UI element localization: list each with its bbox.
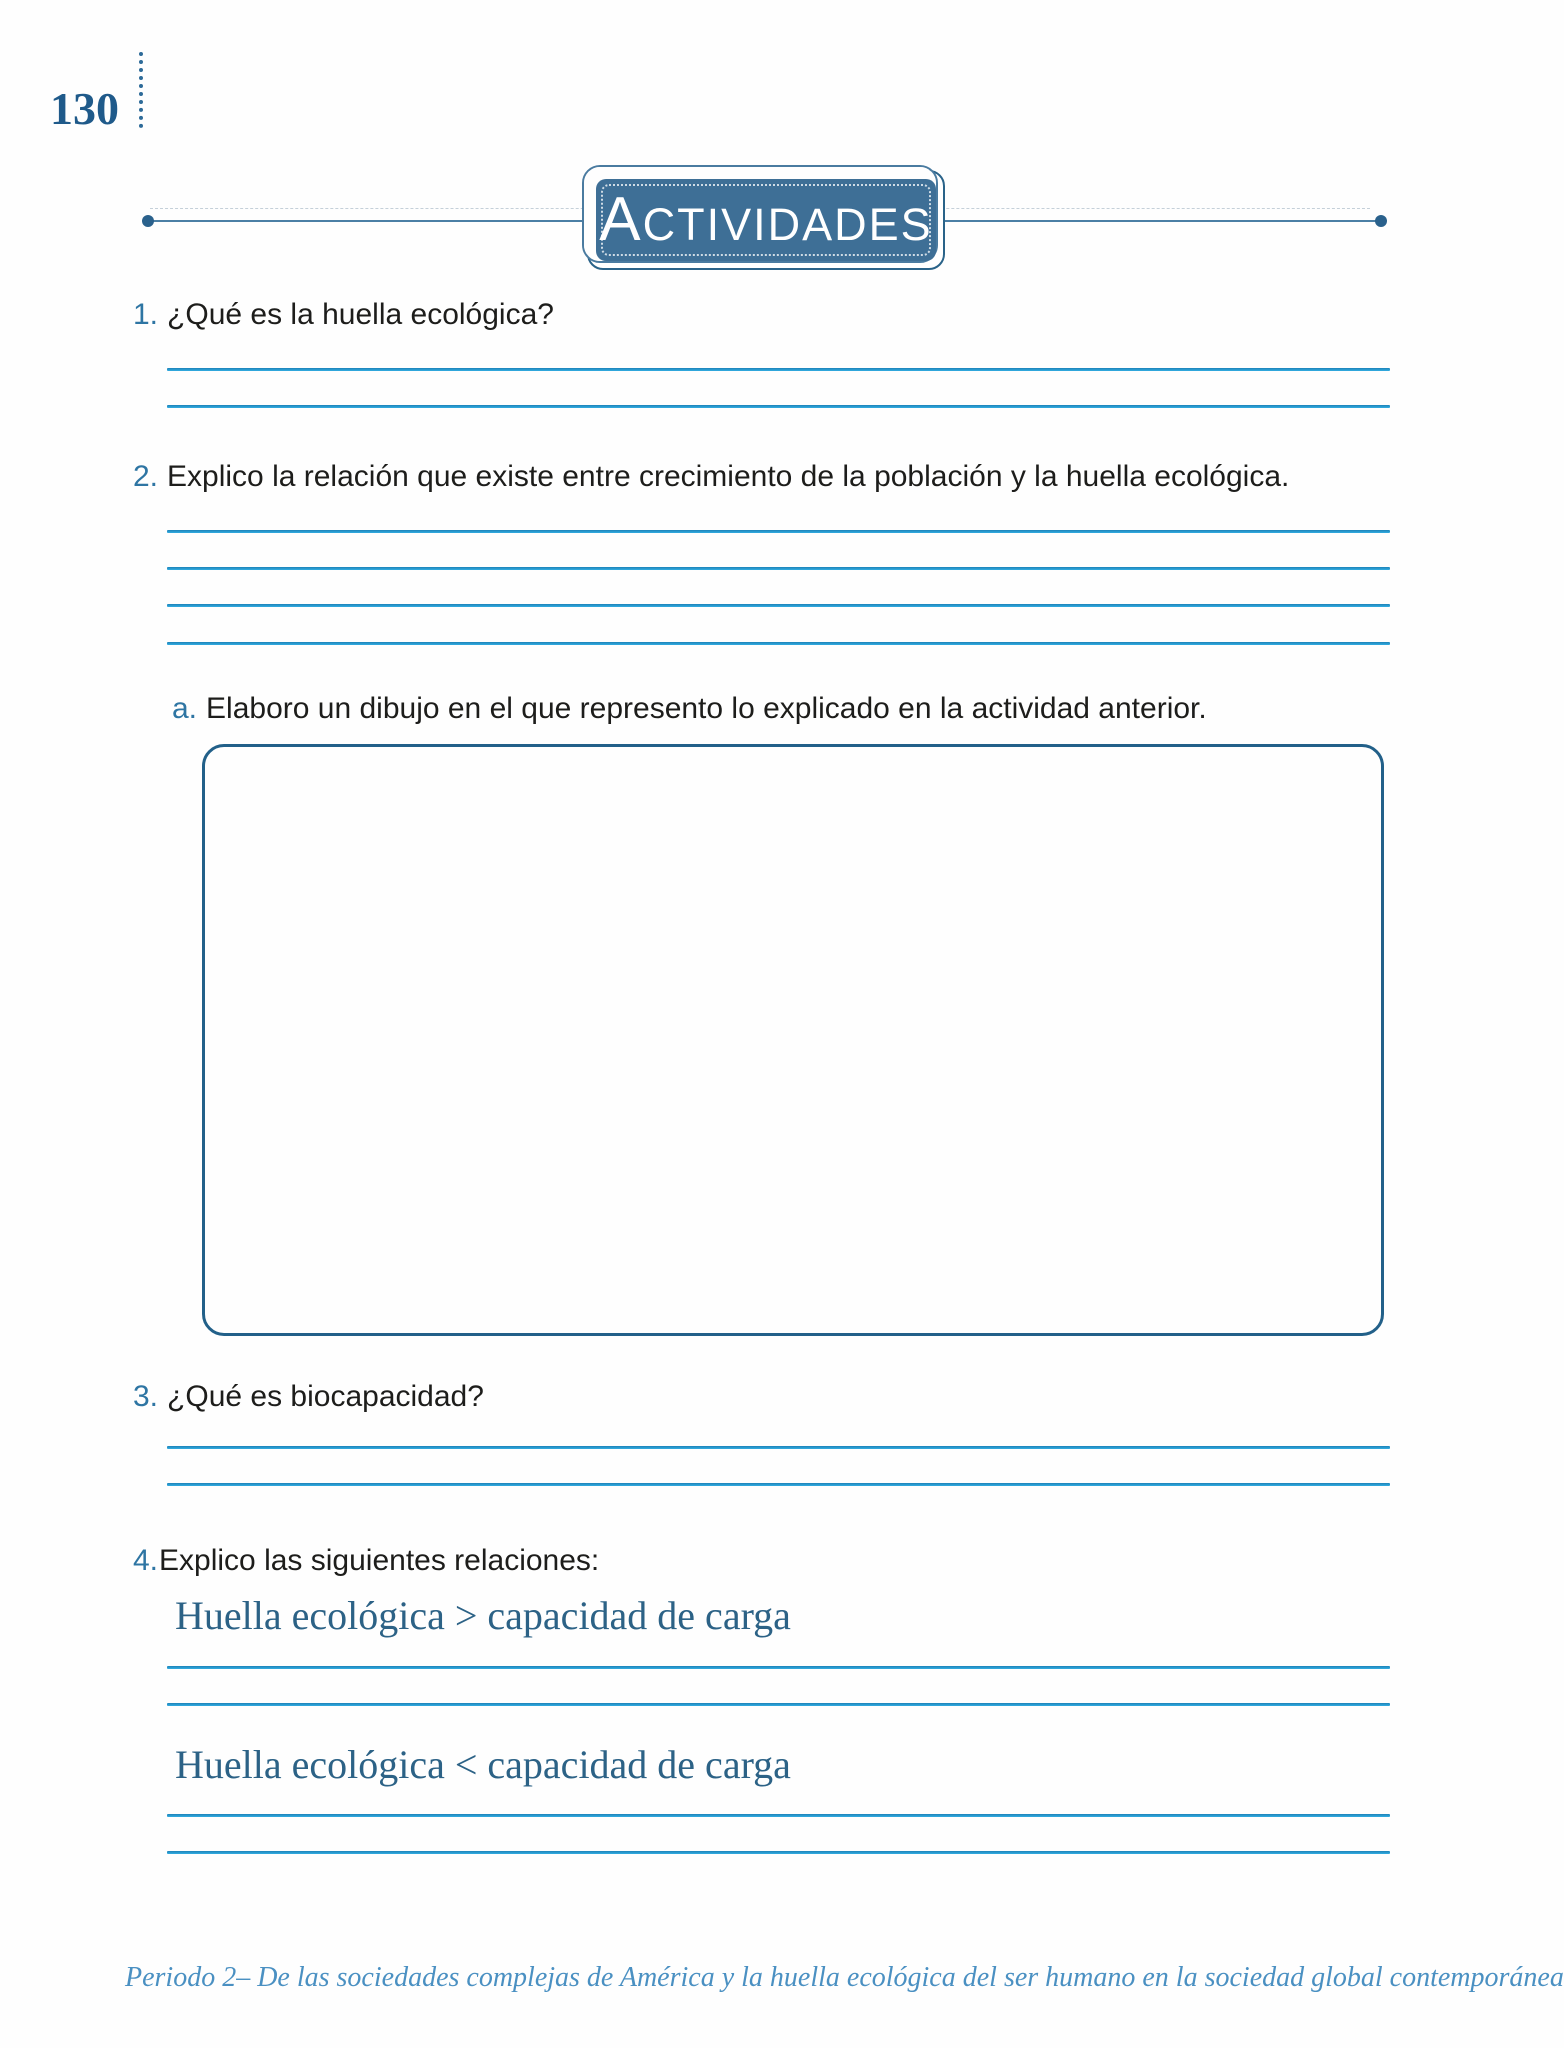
page-number: 130 (50, 83, 119, 134)
answer-line (167, 567, 1390, 570)
footer-text: Periodo 2– De las sociedades complejas de América y la huella ecológica del ser humano en la sociedad global contemporánea (125, 1962, 1564, 1993)
banner-rule-dot-right (1375, 215, 1387, 227)
drawing-box (202, 744, 1384, 1336)
banner-rule-dot-left (142, 215, 154, 227)
question-2 (133, 458, 1289, 496)
question-3-number: 3. (133, 1380, 159, 1413)
answer-line (167, 405, 1390, 408)
activities-badge (587, 170, 945, 270)
question-1-number: 1. (133, 298, 159, 331)
question-2a (172, 690, 1207, 728)
answer-line (167, 368, 1390, 371)
question-3-text: ¿Qué es biocapacidad? (167, 1380, 484, 1413)
relation-heading-2: Huella ecológica < capacidad de carga (175, 1742, 791, 1787)
question-1 (133, 296, 554, 334)
answer-line (167, 1483, 1390, 1486)
activities-badge-inner (596, 179, 936, 261)
question-4 (133, 1542, 599, 1580)
question-4-text: Explico las siguientes relaciones: (159, 1544, 600, 1577)
question-2-text: Explico la relación que existe entre crecimiento de la población y la huella ecológica. (167, 460, 1290, 493)
answer-line (167, 530, 1390, 533)
answer-line (167, 1446, 1390, 1449)
question-2a-text: Elaboro un dibujo en el que represento lo explicado en la actividad anterior. (206, 692, 1207, 725)
answer-line (167, 642, 1390, 645)
answer-line (167, 1814, 1390, 1817)
question-1-text: ¿Qué es la huella ecológica? (167, 298, 554, 331)
page-number-divider (139, 52, 143, 128)
question-4-number: 4. (133, 1544, 159, 1577)
activities-title-rest: CTIVIDADES (642, 199, 933, 250)
question-2a-letter: a. (172, 692, 198, 725)
activities-title (599, 185, 933, 254)
question-3 (133, 1378, 484, 1416)
answer-line (167, 1666, 1390, 1669)
relation-heading-1: Huella ecológica > capacidad de carga (175, 1593, 791, 1638)
answer-line (167, 1703, 1390, 1706)
activities-title-initial: A (599, 185, 643, 254)
answer-line (167, 604, 1390, 607)
answer-line (167, 1851, 1390, 1854)
question-2-number: 2. (133, 460, 159, 493)
